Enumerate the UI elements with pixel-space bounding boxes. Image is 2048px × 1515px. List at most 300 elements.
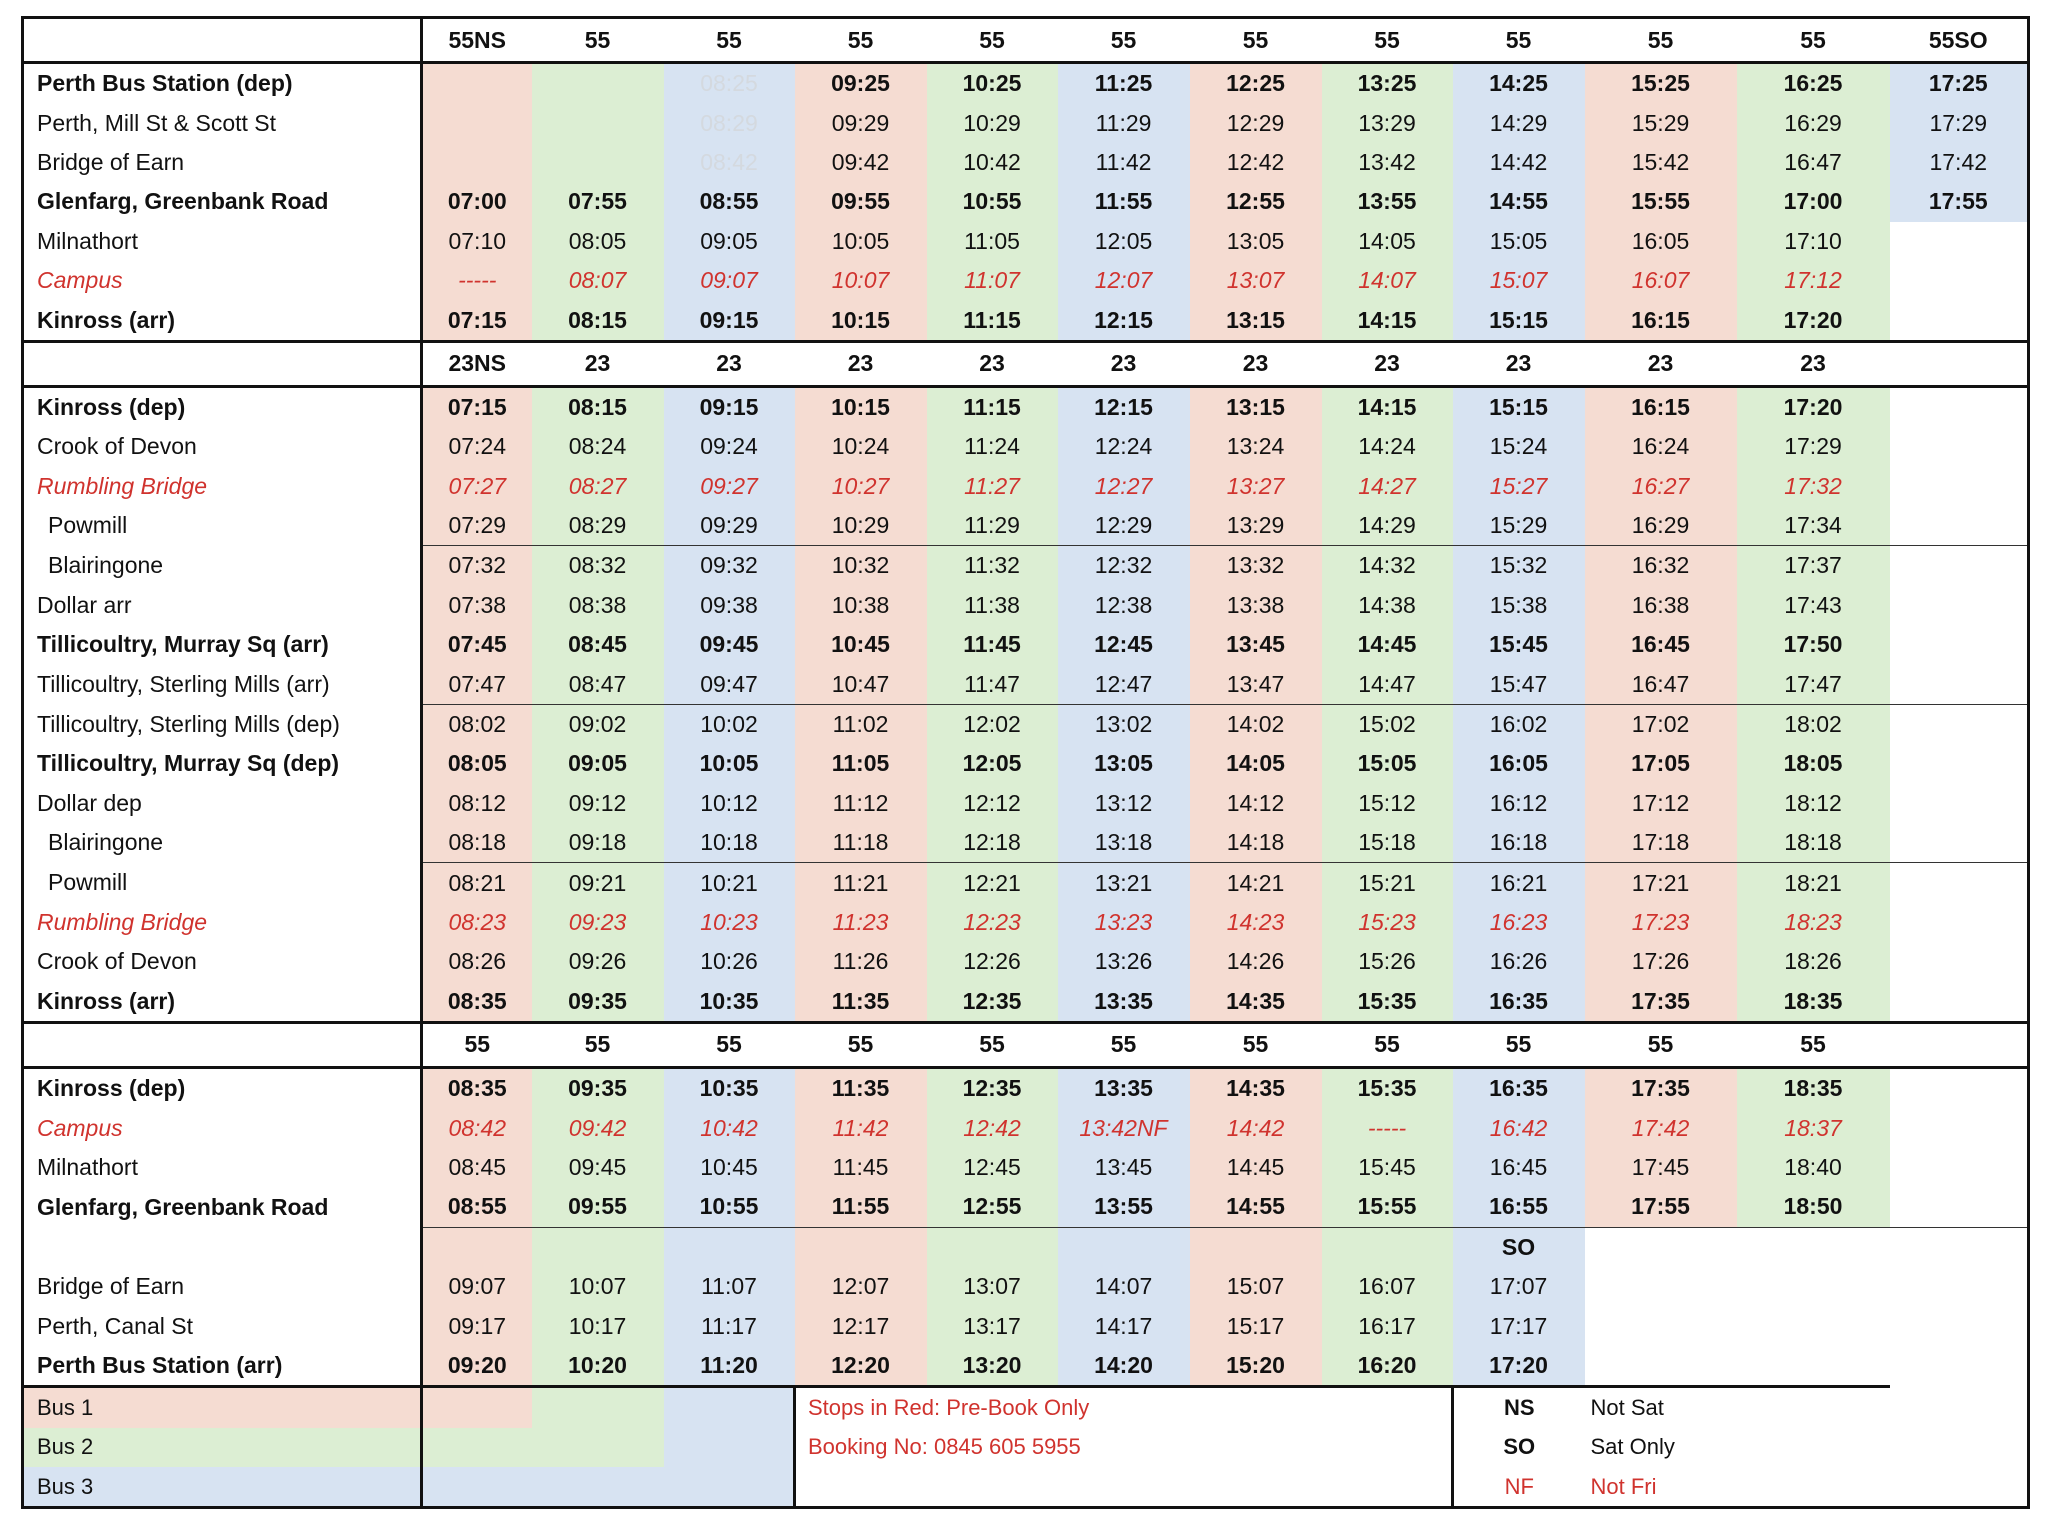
departure-time xyxy=(1890,744,2029,783)
departure-time: 08:42 xyxy=(422,1108,532,1147)
departure-time: 11:35 xyxy=(795,982,927,1023)
stop-name: Kinross (arr) xyxy=(23,300,422,341)
departure-time: 10:20 xyxy=(532,1346,664,1387)
route-number-header: 55 xyxy=(1585,1022,1737,1067)
departure-time: 13:07 xyxy=(927,1267,1058,1306)
route-number-header: 55 xyxy=(1190,1022,1322,1067)
departure-time: 14:29 xyxy=(1453,103,1585,142)
departure-time: 11:05 xyxy=(927,222,1058,261)
departure-time: 13:35 xyxy=(1058,982,1190,1023)
timetable-row xyxy=(23,1108,2029,1147)
departure-time: 07:00 xyxy=(422,182,532,221)
departure-time: 13:45 xyxy=(1190,625,1322,664)
departure-time: 13:38 xyxy=(1190,586,1322,625)
departure-time: 08:45 xyxy=(422,1148,532,1187)
departure-time: 07:27 xyxy=(422,467,532,506)
departure-time: 08:26 xyxy=(422,942,532,981)
key-abbreviation: SO xyxy=(1453,1428,1585,1467)
departure-time: 10:25 xyxy=(927,63,1058,104)
departure-time: 18:40 xyxy=(1737,1148,1890,1187)
departure-time: 15:55 xyxy=(1585,182,1737,221)
stop-name: Perth Bus Station (arr) xyxy=(23,1346,422,1387)
timetable-row xyxy=(23,1306,2029,1345)
route-number-header: 55NS xyxy=(422,18,532,63)
departure-time: 10:05 xyxy=(664,744,795,783)
bus-color-swatch xyxy=(422,1387,532,1428)
departure-time: 16:17 xyxy=(1322,1306,1453,1345)
stop-column-header xyxy=(23,18,422,63)
departure-time: 17:55 xyxy=(1585,1187,1737,1227)
bus-color-swatch xyxy=(664,1387,795,1428)
prebook-note xyxy=(795,1467,1453,1508)
departure-time: 08:15 xyxy=(532,386,664,427)
departure-time: 16:45 xyxy=(1453,1148,1585,1187)
departure-time: 09:21 xyxy=(532,863,664,903)
departure-time: 13:55 xyxy=(1322,182,1453,221)
stop-name: Glenfarg, Greenbank Road xyxy=(23,182,422,221)
departure-time: 10:38 xyxy=(795,586,927,625)
prebook-note: Stops in Red: Pre-Book Only xyxy=(795,1387,1453,1428)
timetable-row xyxy=(23,784,2029,823)
timetable-row xyxy=(23,261,2029,300)
route-number-header: 23 xyxy=(664,341,795,386)
departure-time: 09:07 xyxy=(664,261,795,300)
departure-time: SO xyxy=(1453,1227,1585,1267)
departure-time: 10:32 xyxy=(795,546,927,586)
departure-time: 08:32 xyxy=(532,546,664,586)
departure-time: 11:27 xyxy=(927,467,1058,506)
departure-time: 11:32 xyxy=(927,546,1058,586)
departure-time: 12:42 xyxy=(927,1108,1058,1147)
key-description: Not Sat xyxy=(1585,1387,1890,1428)
departure-time: 09:55 xyxy=(532,1187,664,1227)
stop-name: Bridge of Earn xyxy=(23,143,422,182)
departure-time xyxy=(1737,1306,1890,1345)
stop-name: Milnathort xyxy=(23,222,422,261)
departure-time: 09:35 xyxy=(532,982,664,1023)
departure-time: 15:15 xyxy=(1453,386,1585,427)
departure-time: 17:25 xyxy=(1890,63,2029,104)
departure-time: 14:24 xyxy=(1322,427,1453,466)
departure-time: 15:25 xyxy=(1585,63,1737,104)
bus-color-swatch xyxy=(532,1387,664,1428)
departure-time: 14:55 xyxy=(1190,1187,1322,1227)
departure-time: 10:21 xyxy=(664,863,795,903)
departure-time: 10:47 xyxy=(795,664,927,704)
departure-time: 17:00 xyxy=(1737,182,1890,221)
departure-time: 15:38 xyxy=(1453,586,1585,625)
departure-time: 09:15 xyxy=(664,300,795,341)
departure-time: 13:47 xyxy=(1190,664,1322,704)
departure-time: 09:05 xyxy=(532,744,664,783)
departure-time: 08:12 xyxy=(422,784,532,823)
departure-time xyxy=(1737,1346,1890,1387)
departure-time: 16:23 xyxy=(1453,903,1585,942)
route-number-header: 23 xyxy=(1453,341,1585,386)
departure-time: 08:05 xyxy=(532,222,664,261)
departure-time: 16:20 xyxy=(1322,1346,1453,1387)
departure-time: 09:47 xyxy=(664,664,795,704)
departure-time: 17:10 xyxy=(1737,222,1890,261)
departure-time: 08:29 xyxy=(532,506,664,546)
route-number-header: 55 xyxy=(1058,1022,1190,1067)
departure-time: 16:15 xyxy=(1585,300,1737,341)
bus-legend-label: Bus 2 xyxy=(23,1428,422,1467)
departure-time: 11:35 xyxy=(795,1067,927,1108)
departure-time xyxy=(1890,261,2029,300)
departure-time: 17:29 xyxy=(1890,103,2029,142)
departure-time: 14:25 xyxy=(1453,63,1585,104)
departure-time: 15:21 xyxy=(1322,863,1453,903)
departure-time: 17:45 xyxy=(1585,1148,1737,1187)
departure-time: 10:45 xyxy=(664,1148,795,1187)
departure-time: 08:23 xyxy=(422,903,532,942)
departure-time xyxy=(1890,386,2029,427)
departure-time: 07:32 xyxy=(422,546,532,586)
stop-name: Perth, Mill St & Scott St xyxy=(23,103,422,142)
departure-time: 13:35 xyxy=(1058,1067,1190,1108)
departure-time: 10:15 xyxy=(795,300,927,341)
departure-time: ----- xyxy=(1322,1108,1453,1147)
departure-time: 10:07 xyxy=(532,1267,664,1306)
departure-time: 17:42 xyxy=(1585,1108,1737,1147)
timetable-row xyxy=(23,386,2029,427)
departure-time xyxy=(1890,1227,2029,1267)
departure-time: 08:18 xyxy=(422,823,532,863)
departure-time xyxy=(422,103,532,142)
departure-time: 07:10 xyxy=(422,222,532,261)
departure-time: 15:05 xyxy=(1322,744,1453,783)
route-number-header: 23 xyxy=(795,341,927,386)
departure-time: 14:12 xyxy=(1190,784,1322,823)
route-number-header: 55 xyxy=(795,18,927,63)
departure-time: 13:32 xyxy=(1190,546,1322,586)
departure-time: 09:35 xyxy=(532,1067,664,1108)
departure-time: 11:47 xyxy=(927,664,1058,704)
stop-name: Blairingone xyxy=(23,823,422,863)
route-number-header: 23 xyxy=(1737,341,1890,386)
departure-time: 13:12 xyxy=(1058,784,1190,823)
route-number-header: 55 xyxy=(532,18,664,63)
departure-time: 12:42 xyxy=(1190,143,1322,182)
departure-time: 08:05 xyxy=(422,744,532,783)
departure-time: 09:20 xyxy=(422,1346,532,1387)
departure-time xyxy=(1890,823,2029,863)
departure-time xyxy=(1890,586,2029,625)
departure-time: 17:35 xyxy=(1585,982,1737,1023)
departure-time: 14:27 xyxy=(1322,467,1453,506)
departure-time: 09:27 xyxy=(664,467,795,506)
departure-time: 15:24 xyxy=(1453,427,1585,466)
departure-time: 15:27 xyxy=(1453,467,1585,506)
departure-time: 11:12 xyxy=(795,784,927,823)
departure-time: 12:38 xyxy=(1058,586,1190,625)
route-number-header xyxy=(1890,1022,2029,1067)
departure-time: 11:02 xyxy=(795,704,927,744)
route-number-header: 23NS xyxy=(422,341,532,386)
timetable-row xyxy=(23,63,2029,104)
departure-time: 18:12 xyxy=(1737,784,1890,823)
departure-time: 12:20 xyxy=(795,1346,927,1387)
departure-time: 08:35 xyxy=(422,982,532,1023)
departure-time: 08:27 xyxy=(532,467,664,506)
departure-time xyxy=(1890,1148,2029,1187)
departure-time: 12:15 xyxy=(1058,300,1190,341)
stop-name: Rumbling Bridge xyxy=(23,903,422,942)
bus-timetable xyxy=(21,16,2030,1509)
departure-time: 16:02 xyxy=(1453,704,1585,744)
departure-time: 07:15 xyxy=(422,300,532,341)
departure-time: 12:26 xyxy=(927,942,1058,981)
timetable-row xyxy=(23,1346,2029,1387)
bus-color-swatch xyxy=(664,1467,795,1508)
departure-time: 10:45 xyxy=(795,625,927,664)
stop-name: Tillicoultry, Sterling Mills (arr) xyxy=(23,664,422,704)
departure-time: 12:24 xyxy=(1058,427,1190,466)
departure-time: 07:24 xyxy=(422,427,532,466)
departure-time: 12:47 xyxy=(1058,664,1190,704)
departure-time xyxy=(422,143,532,182)
departure-time: 12:07 xyxy=(1058,261,1190,300)
departure-time: 12:27 xyxy=(1058,467,1190,506)
departure-time: 10:27 xyxy=(795,467,927,506)
departure-time: 12:35 xyxy=(927,1067,1058,1108)
departure-time: 17:23 xyxy=(1585,903,1737,942)
key-abbreviation: NF xyxy=(1453,1467,1585,1508)
route-header-row xyxy=(23,1022,2029,1067)
departure-time: 13:55 xyxy=(1058,1187,1190,1227)
departure-time: 17:29 xyxy=(1737,427,1890,466)
departure-time xyxy=(1890,1067,2029,1108)
departure-time: 10:35 xyxy=(664,1067,795,1108)
departure-time: 15:07 xyxy=(1190,1267,1322,1306)
departure-time: 11:18 xyxy=(795,823,927,863)
departure-time: 13:15 xyxy=(1190,386,1322,427)
stop-name: Crook of Devon xyxy=(23,427,422,466)
departure-time: 12:32 xyxy=(1058,546,1190,586)
departure-time xyxy=(1890,506,2029,546)
departure-time: 11:17 xyxy=(664,1306,795,1345)
timetable-row xyxy=(23,300,2029,341)
departure-time: 14:07 xyxy=(1322,261,1453,300)
departure-time: 14:35 xyxy=(1190,1067,1322,1108)
departure-time: 08:35 xyxy=(422,1067,532,1108)
departure-time: 14:38 xyxy=(1322,586,1453,625)
departure-time: 17:26 xyxy=(1585,942,1737,981)
departure-time: 17:42 xyxy=(1890,143,2029,182)
timetable-row xyxy=(23,1067,2029,1108)
stop-name: Kinross (dep) xyxy=(23,386,422,427)
departure-time: 10:55 xyxy=(927,182,1058,221)
departure-time xyxy=(1890,625,2029,664)
departure-time: 16:32 xyxy=(1585,546,1737,586)
stop-name xyxy=(23,1227,422,1267)
departure-time: 09:42 xyxy=(795,143,927,182)
departure-time: 13:26 xyxy=(1058,942,1190,981)
route-number-header: 55 xyxy=(1322,1022,1453,1067)
route-number-header: 55 xyxy=(1737,18,1890,63)
timetable-row xyxy=(23,903,2029,942)
departure-time: 16:38 xyxy=(1585,586,1737,625)
stop-name: Rumbling Bridge xyxy=(23,467,422,506)
departure-time xyxy=(1890,546,2029,586)
departure-time: 08:55 xyxy=(422,1187,532,1227)
route-number-header: 55 xyxy=(532,1022,664,1067)
departure-time: 16:35 xyxy=(1453,1067,1585,1108)
departure-time: 08:02 xyxy=(422,704,532,744)
legend-row xyxy=(23,1428,2029,1467)
departure-time xyxy=(422,63,532,104)
stop-name: Tillicoultry, Murray Sq (arr) xyxy=(23,625,422,664)
key-description: Sat Only xyxy=(1585,1428,1890,1467)
departure-time: 15:42 xyxy=(1585,143,1737,182)
departure-time: 16:35 xyxy=(1453,982,1585,1023)
departure-time: 18:35 xyxy=(1737,982,1890,1023)
timetable-row xyxy=(23,823,2029,863)
departure-time: 12:15 xyxy=(1058,386,1190,427)
departure-time: 09:45 xyxy=(532,1148,664,1187)
departure-time: 14:23 xyxy=(1190,903,1322,942)
timetable-row xyxy=(23,427,2029,466)
departure-time: 15:02 xyxy=(1322,704,1453,744)
departure-time: 14:15 xyxy=(1322,300,1453,341)
departure-time: 11:15 xyxy=(927,300,1058,341)
route-number-header: 23 xyxy=(532,341,664,386)
departure-time: 16:07 xyxy=(1585,261,1737,300)
departure-time: 17:47 xyxy=(1737,664,1890,704)
departure-time: 12:45 xyxy=(927,1148,1058,1187)
departure-time xyxy=(1890,903,2029,942)
departure-time: 17:43 xyxy=(1737,586,1890,625)
departure-time: 14:15 xyxy=(1322,386,1453,427)
stop-name: Perth, Canal St xyxy=(23,1306,422,1345)
route-header-row xyxy=(23,18,2029,63)
departure-time: 08:29 xyxy=(664,103,795,142)
departure-time: 11:25 xyxy=(1058,63,1190,104)
departure-time: 09:45 xyxy=(664,625,795,664)
departure-time: 09:02 xyxy=(532,704,664,744)
departure-time xyxy=(1585,1267,1737,1306)
route-number-header: 55 xyxy=(1453,1022,1585,1067)
departure-time xyxy=(1890,863,2029,903)
departure-time: 15:20 xyxy=(1190,1346,1322,1387)
departure-time: 16:29 xyxy=(1737,103,1890,142)
departure-time: 12:55 xyxy=(927,1187,1058,1227)
departure-time: 17:32 xyxy=(1737,467,1890,506)
departure-time: 15:55 xyxy=(1322,1187,1453,1227)
departure-time xyxy=(1890,664,2029,704)
departure-time: 15:05 xyxy=(1453,222,1585,261)
departure-time: 13:07 xyxy=(1190,261,1322,300)
departure-time: 14:29 xyxy=(1322,506,1453,546)
timetable-row xyxy=(23,1148,2029,1187)
departure-time: 14:21 xyxy=(1190,863,1322,903)
departure-time: 16:05 xyxy=(1585,222,1737,261)
departure-time: 12:17 xyxy=(795,1306,927,1345)
departure-time: 08:07 xyxy=(532,261,664,300)
route-number-header: 55SO xyxy=(1890,18,2029,63)
departure-time: 10:15 xyxy=(795,386,927,427)
departure-time: 15:32 xyxy=(1453,546,1585,586)
departure-time: 17:34 xyxy=(1737,506,1890,546)
departure-time: 16:24 xyxy=(1585,427,1737,466)
departure-time: 14:05 xyxy=(1190,744,1322,783)
departure-time: 17:12 xyxy=(1737,261,1890,300)
departure-time xyxy=(532,103,664,142)
stop-name: Glenfarg, Greenbank Road xyxy=(23,1187,422,1227)
departure-time: 16:47 xyxy=(1737,143,1890,182)
route-number-header: 55 xyxy=(927,18,1058,63)
departure-time: 10:17 xyxy=(532,1306,664,1345)
departure-time xyxy=(1890,942,2029,981)
departure-time: 13:15 xyxy=(1190,300,1322,341)
departure-time: 08:55 xyxy=(664,182,795,221)
departure-time: 17:18 xyxy=(1585,823,1737,863)
departure-time xyxy=(1190,1227,1322,1267)
departure-time: 12:45 xyxy=(1058,625,1190,664)
departure-time: 17:07 xyxy=(1453,1267,1585,1306)
stop-name: Powmill xyxy=(23,863,422,903)
departure-time: 17:55 xyxy=(1890,182,2029,221)
timetable-row xyxy=(23,744,2029,783)
timetable-row xyxy=(23,1227,2029,1267)
departure-time xyxy=(1890,1306,2029,1345)
departure-time: 14:42 xyxy=(1190,1108,1322,1147)
departure-time: 17:50 xyxy=(1737,625,1890,664)
departure-time: 07:38 xyxy=(422,586,532,625)
departure-time xyxy=(1890,1187,2029,1227)
departure-time: 10:42 xyxy=(927,143,1058,182)
departure-time: 15:29 xyxy=(1453,506,1585,546)
departure-time: 09:29 xyxy=(664,506,795,546)
timetable-row xyxy=(23,182,2029,221)
route-number-header: 55 xyxy=(1585,18,1737,63)
departure-time: 17:12 xyxy=(1585,784,1737,823)
departure-time: ----- xyxy=(422,261,532,300)
departure-time xyxy=(1737,1227,1890,1267)
stop-name: Dollar dep xyxy=(23,784,422,823)
stop-name: Tillicoultry, Sterling Mills (dep) xyxy=(23,704,422,744)
departure-time: 11:45 xyxy=(927,625,1058,664)
departure-time: 09:23 xyxy=(532,903,664,942)
departure-time: 14:35 xyxy=(1190,982,1322,1023)
departure-time: 10:42 xyxy=(664,1108,795,1147)
departure-time: 15:29 xyxy=(1585,103,1737,142)
departure-time: 16:07 xyxy=(1322,1267,1453,1306)
departure-time: 09:05 xyxy=(664,222,795,261)
route-number-header: 55 xyxy=(422,1022,532,1067)
departure-time: 11:38 xyxy=(927,586,1058,625)
departure-time: 15:17 xyxy=(1190,1306,1322,1345)
departure-time: 11:07 xyxy=(927,261,1058,300)
departure-time: 18:26 xyxy=(1737,942,1890,981)
stop-name: Kinross (dep) xyxy=(23,1067,422,1108)
departure-time: 15:45 xyxy=(1322,1148,1453,1187)
departure-time: 14:26 xyxy=(1190,942,1322,981)
departure-time: 16:18 xyxy=(1453,823,1585,863)
departure-time: 18:02 xyxy=(1737,704,1890,744)
departure-time: 13:17 xyxy=(927,1306,1058,1345)
stop-column-header xyxy=(23,1022,422,1067)
departure-time xyxy=(1890,427,2029,466)
departure-time: 16:47 xyxy=(1585,664,1737,704)
bus-legend-label: Bus 1 xyxy=(23,1387,422,1428)
departure-time: 09:24 xyxy=(664,427,795,466)
departure-time: 11:15 xyxy=(927,386,1058,427)
departure-time: 14:20 xyxy=(1058,1346,1190,1387)
departure-time: 10:35 xyxy=(664,982,795,1023)
departure-time: 11:55 xyxy=(1058,182,1190,221)
